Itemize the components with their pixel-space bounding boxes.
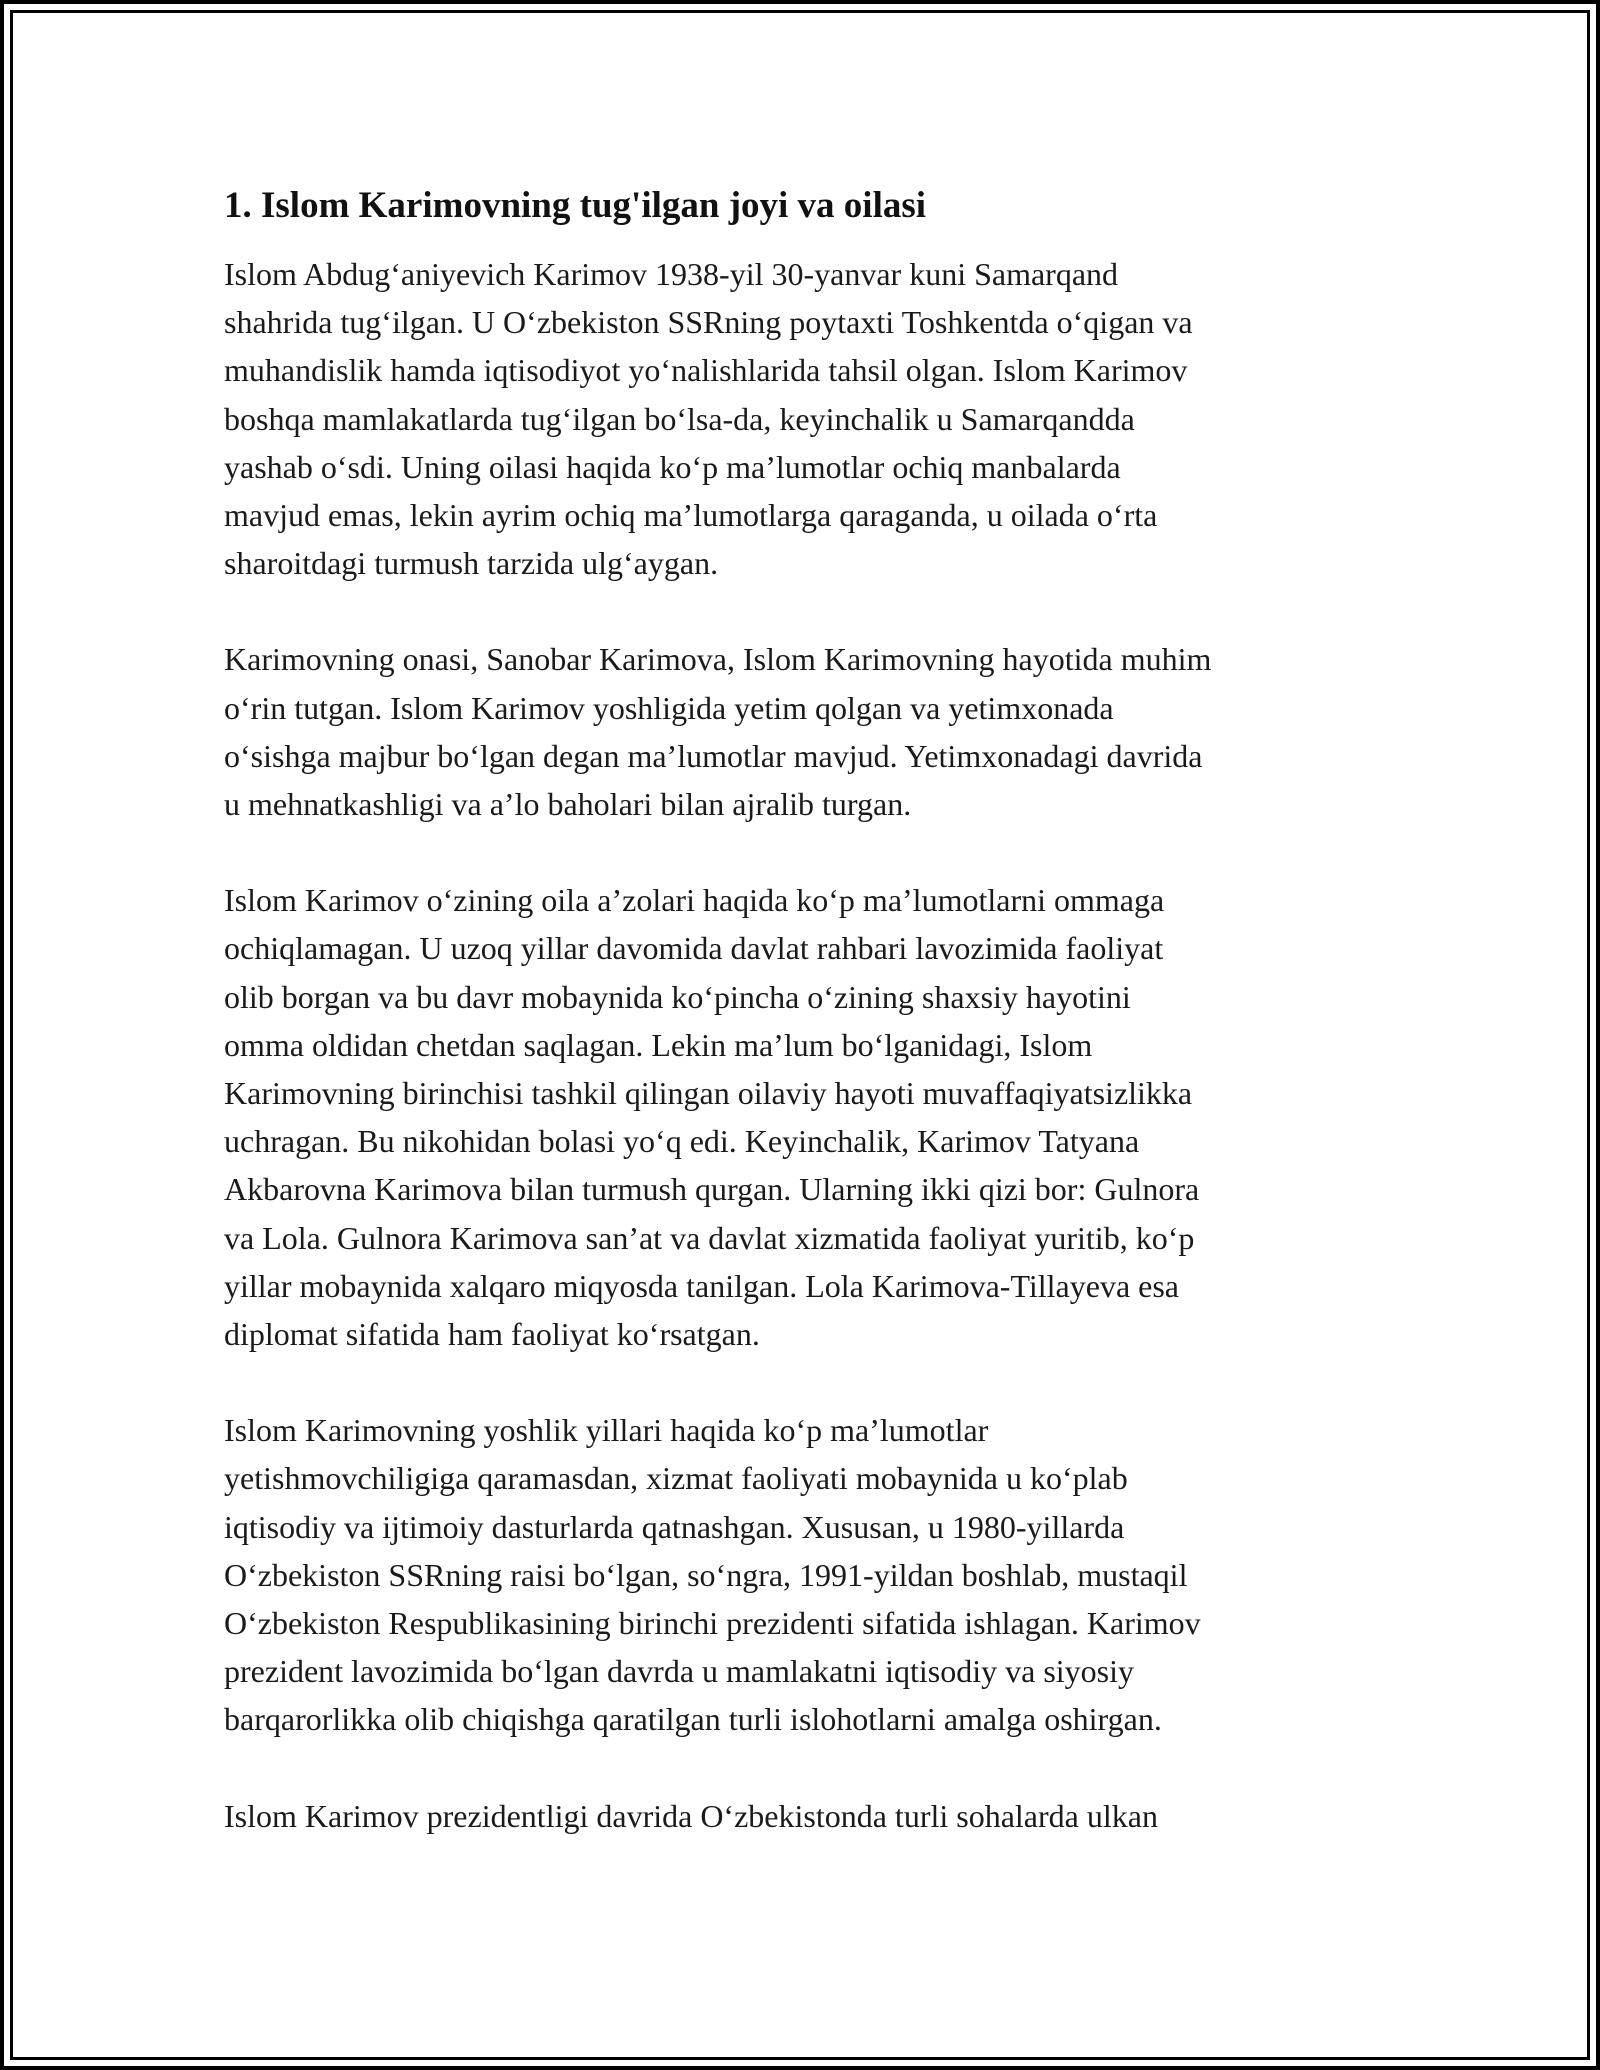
paragraph-4: Islom Karimovning yoshlik yillari haqida koʻp maʼlumotlar yetishmovchiligiga qaramasdan, xizmat faoliyati mobaynida u koʻplab iqtisodiy va ijtimoiy dasturlarda qatnashgan. Xususan, u 1980-yillarda Oʻzbekiston SSRning raisi boʻlgan, soʻngra, 1991-yildan boshlab, mustaqil Oʻzbekiston Respublikasining birinchi prezidenti sifatida ishlagan. Karimov prezident lavozimida boʻlgan davrda u mamlakatni iqtisodiy va siyosiy barqarorlikka olib chiqishga qaratilgan turli islohotlarni amalga oshirgan.: [224, 1412, 1201, 1738]
paragraph-5: Islom Karimov prezidentligi davrida Oʻzbekistonda turli sohalarda ulkan: [224, 1797, 1158, 1834]
paragraph-2: Karimovning onasi, Sanobar Karimova, Islom Karimovning hayotida muhim oʻrin tutgan. Islom Karimov yoshligida yetim qolgan va yetimxonada oʻsishga majbur boʻlgan degan maʼlumotlar mavjud. Yetimxonadagi davrida u mehnatkashligi va aʼlo baholari bilan ajralib turgan.: [224, 641, 1212, 823]
section-title: 1. Islom Karimovning tug'ilgan joyi va oilasi: [224, 185, 927, 226]
paragraph-1: Islom Abdugʻaniyevich Karimov 1938-yil 30-yanvar kuni Samarqand shahrida tugʻilgan. U Oʻzbekiston SSRning poytaxti Toshkentda oʻqigan va muhandislik hamda iqtisodiyot yoʻnalishlarida tahsil olgan. Islom Karimov boshqa mamlakatlarda tugʻilgan boʻlsa-da, keyinchalik u Samarqandda yashab oʻsdi. Uning oilasi haqida koʻp maʼlumotlar ochiq manbalarda mavjud emas, lekin ayrim ochiq maʼlumotlarga qaraganda, u oilada oʻrta sharoitdagi turmush tarzida ulgʻaygan.: [224, 256, 1193, 582]
paragraph-3: Islom Karimov oʻzining oila aʼzolari haqida koʻp maʼlumotlarni ommaga ochiqlamagan. U uzoq yillar davomida davlat rahbari lavozimida faoliyat olib borgan va bu davr mobaynida koʻpincha oʻzining shaxsiy hayotini omma oldidan chetdan saqlagan. Lekin maʼlum boʻlganidagi, Islom Karimovning birinchisi tashkil qilingan oilaviy hayoti muvaffaqiyatsizlikka uchragan. Bu nikohidan bolasi yoʻq edi. Keyinchalik, Karimov Tatyana Akbarovna Karimova bilan turmush qurgan. Ularning ikki qizi bor: Gulnora va Lola. Gulnora Karimova sanʼat va davlat xizmatida faoliyat yuritib, koʻp yillar mobaynida xalqaro miqyosda tanilgan. Lola Karimova-Tillayeva esa diplomat sifatida ham faoliyat koʻrsatgan.: [224, 882, 1200, 1353]
document-body: [224, 182, 1374, 1888]
